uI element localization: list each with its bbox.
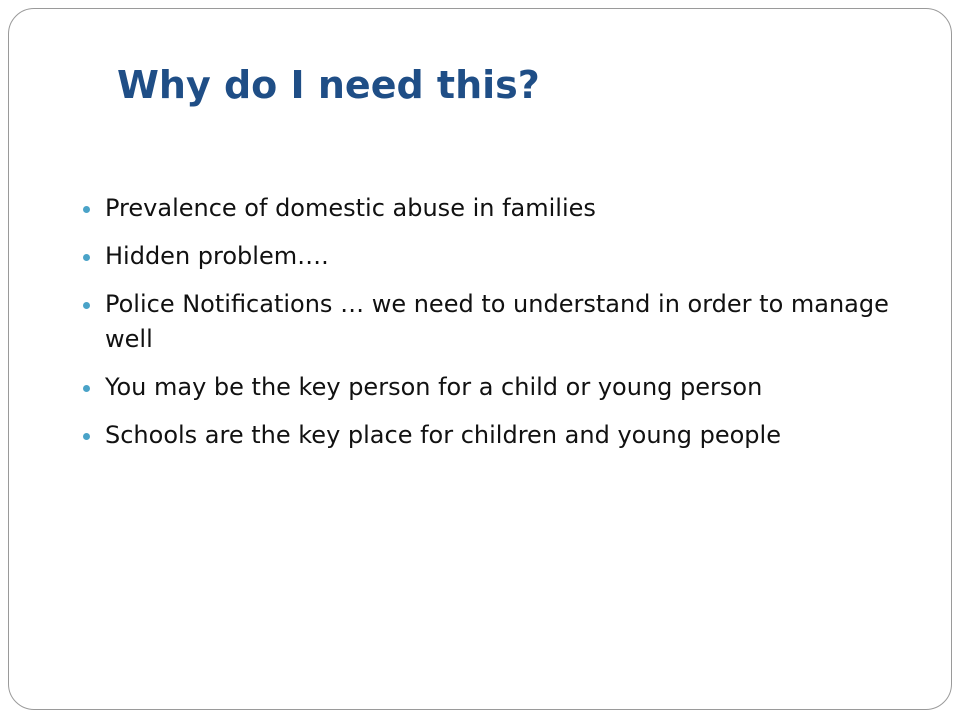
bullet-item bbox=[83, 370, 903, 405]
bullet-text: You may be the key person for a child or young person bbox=[105, 373, 763, 401]
bullet-text: Hidden problem…. bbox=[105, 242, 329, 270]
bullet-text: Schools are the key place for children and young people bbox=[105, 421, 781, 449]
bullet-item bbox=[83, 239, 903, 274]
bullet-item bbox=[83, 191, 903, 226]
bullet-dot-icon bbox=[83, 302, 90, 309]
bullet-item bbox=[83, 418, 903, 453]
bullet-text: Police Notifications … we need to understand in order to manage well bbox=[105, 290, 889, 353]
bullet-text: Prevalence of domestic abuse in families bbox=[105, 194, 596, 222]
slide-frame bbox=[8, 8, 952, 710]
bullet-dot-icon bbox=[83, 385, 90, 392]
bullet-list bbox=[83, 191, 903, 466]
bullet-dot-icon bbox=[83, 206, 90, 213]
bullet-dot-icon bbox=[83, 433, 90, 440]
bullet-dot-icon bbox=[83, 254, 90, 261]
bullet-item bbox=[83, 287, 903, 357]
slide-title: Why do I need this? bbox=[117, 63, 540, 107]
